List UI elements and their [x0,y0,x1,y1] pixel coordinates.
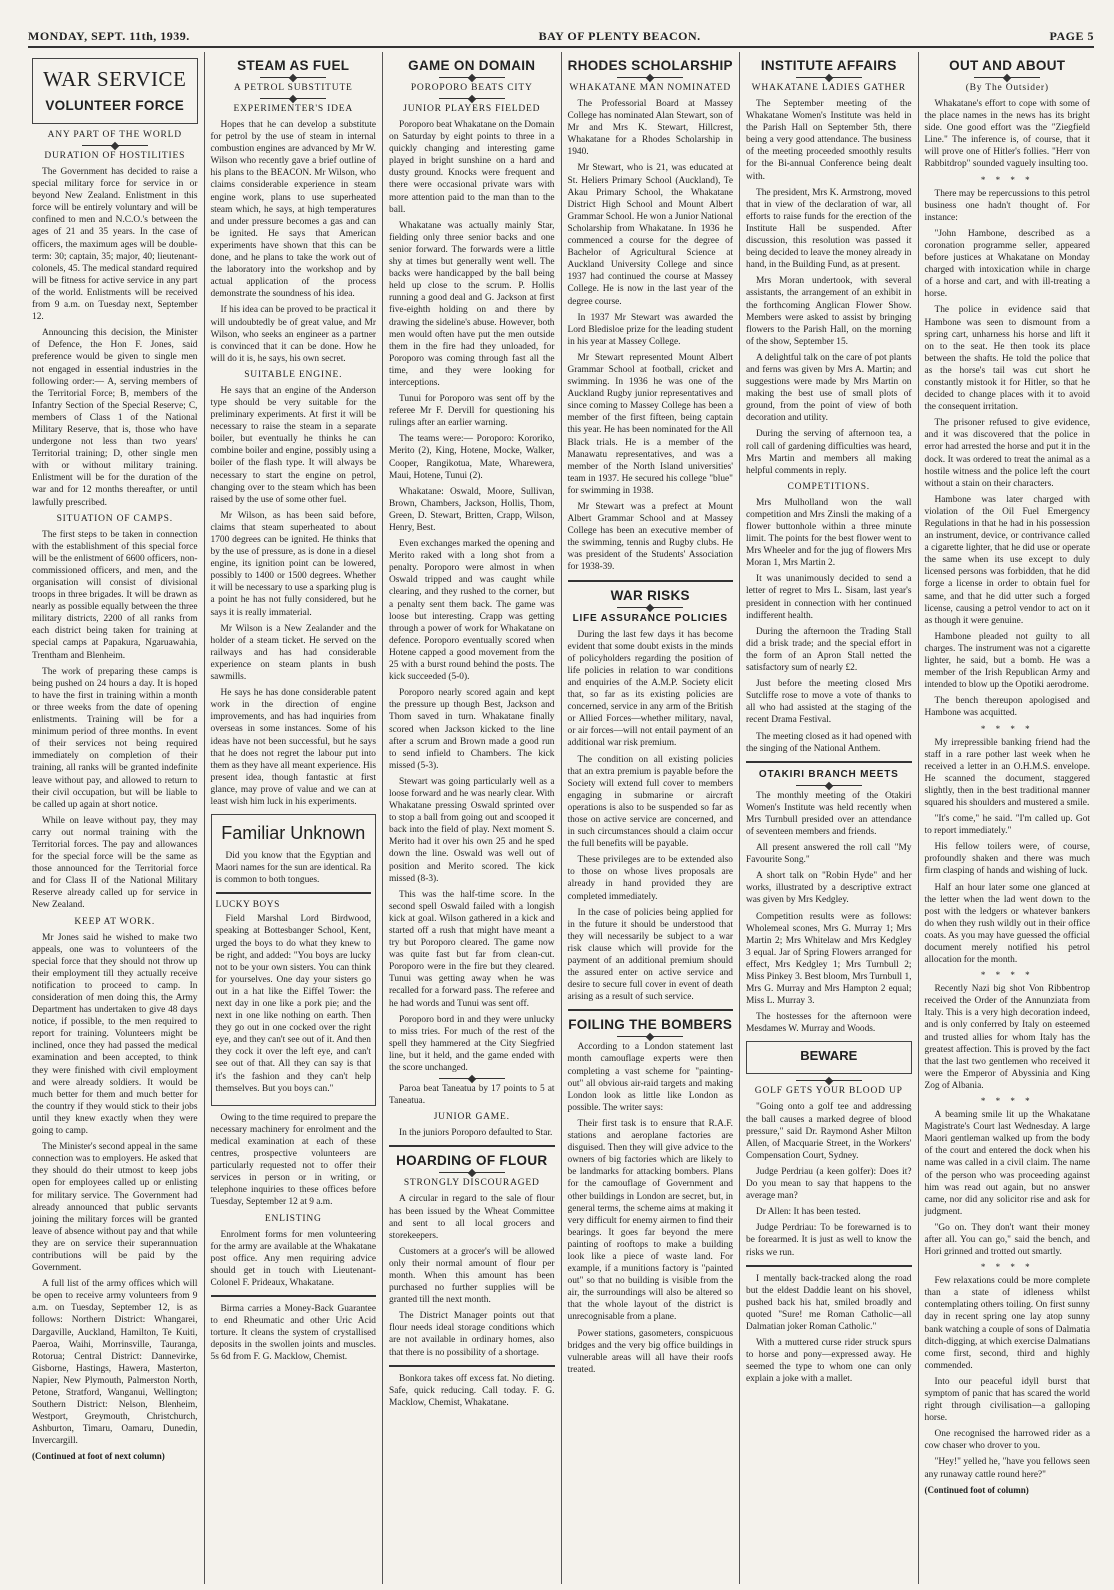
paragraph: Competition results were as follows: Wholemeal scones, Mrs G. Murray 1; Mrs Martin 2; Mrs Whitelaw and Mrs Kedgley 3 equal. Jar of Spring Flowers arranged for effect, Mrs Kedgley 1; Mrs Turnbull 2; Miss Pinkey 3. Best bloom, Mrs Turnbull 1, Mrs G. Murray and Mrs Hampton 2 equal; Miss L. Murray 3. [746,911,912,1007]
paragraph: In the case of policies being applied for in the future it should be understood that they will necessarily be subject to a war risk clause which will provide for the payment of an additional premium should the assured enter on active service and desire to secure full cover in event of death arising as a result of such service. [567,907,733,1003]
paragraph: The Professorial Board at Massey College has nominated Alan Stewart, son of Mr and Mrs K. Stewart, Hillcrest, Whakatane for a Rhodes Scholarship in 1940. [567,99,733,158]
paragraph: During the serving of afternoon tea, a roll call of gardening difficulties was heard, Mrs Martin and members all making helpful comments in reply. [746,429,912,476]
deck-any-part: ANY PART OF THE WORLD [47,130,182,140]
paragraph: It was unanimously decided to send a letter of regret to Mrs L. Sisam, last year's president in connection with her continued indifferent health. [746,574,912,621]
paragraph: In 1937 Mr Stewart was awarded the Lord Bledisloe prize for the leading student in his year at Massey College. [567,312,733,347]
divider [568,580,734,582]
paragraph: A circular in regard to the sale of flour has been issued by the Wheat Committee and sent to all local grocers and storekeepers. [389,1194,555,1241]
headline-beware: BEWARE [800,1048,858,1064]
columns [26,52,1096,1584]
paragraph: The Government has decided to raise a special military force for service in or beyond New Zealand. Enlistment in this force will be entirely voluntary and will be confined to men and N.C.O.'s between the ages of 21 and 35 years. In the case of officers, the maximum ages will be double-term: 30; captain, 35; major, 40; lieutenant-colonels, 45. The medical standard required will be fitness for active service in any part of the world. Enlistments will be received from 9 a.m. on Tuesday next, September 12. [32,167,198,323]
paragraph: Customers at a grocer's will be allowed only their normal amount of flour per month. When this amount has been purchased no further supplies will be granted till the next month. [389,1246,555,1306]
paragraph: Mr Wilson, as has been said before, claims that steam superheated to about 1700 degrees can be ignited. He thinks that by the use of pressure, as is done in a diesel engine, its ignition point can be lowered, possibly to 1400 or 1500 degrees. Whether it will be necessary to use a sparking plug is a point he has not fully considered, but he says it is really immaterial. [210,510,376,618]
deck: GOLF GETS YOUR BLOOD UP [754,1086,903,1097]
advertisement: Bonkora takes off excess fat. No dieting. Safe, quick reducing. Call today. F. G. Macklow, Chemist, Whakatane. [389,1373,555,1408]
paragraph: Hambone pleaded not guilty to all charges. The instrument was not a cigarette lighter, he said, but a bomb. He was a member of the Irish Republican Army and intended to blow up the Opotiki aerodrome. [924,631,1090,691]
divider [617,77,683,78]
paragraph: Whakatane: Oswald, Moore, Sullivan, Brown, Chambers, Jackson, Hollis, Thom, Green, D. Stewart, Britten, Crapp, Wilson, Henry, Best. [389,486,555,533]
paragraph: Enrolment forms for men volunteering for the army are available at the Whakatane post office. Any men requiring advice should get in touch with Lieutenant-Colonel F. Prideaux, Whakatane. [210,1229,376,1288]
divider [439,98,505,99]
paragraph: The work of preparing these camps is being pushed on 24 hours a day. It is hoped to have the first in training within a month or three weeks from the date of opening enlistments. Training will be for a minimum period of three months. In event of their services not being required immediately on completion of their training, all ranks will be granted indefinite leave without pay, and allowed to return to their civil occupation, but will be liable to be called up again at short notice. [32,666,198,810]
paragraph: According to a London statement last month camouflage experts were then completing a vast scheme for "painting-out" all obvious air-raid targets and making London look as little like London as possible. The writer says: [567,1042,733,1113]
headline-otakiri-branch: OTAKIRI BRANCH MEETS [758,768,899,780]
headline-familiar-unknown: Familiar Unknown [221,823,366,844]
paragraph: Mr Stewart, who is 21, was educated at St. Heliers Primary School (Auckland), Te Akau Primary School, the Whakatane District High School and Mount Albert Grammar School. He won a Junior National Scholarship from Whakatane. In 1936 he commenced a course for the degree of Bachelor of Agricultural Science at Auckland University College and since 1937 had continued the course at Massey College. He is now in the last year of the degree course. [567,163,733,307]
paragraph: Poroporo nearly scored again and kept the pressure up though Best, Jackson and Thom saved in turn. Whakatane finally scored when Jackson kicked to the line after a scrum and Brown made a good run to send infield to Chambers. The kick missed (5-3). [389,688,555,771]
column-rhodes-scholarship [562,52,741,1584]
divider [746,761,912,763]
paragraph: The bench thereupon apologised and Hambone was acquitted. [924,696,1090,719]
paragraph: The District Manager points out that flour needs ideal storage conditions which are not available in ordinary homes, also that there is no possibility of a shortage. [389,1311,555,1358]
divider [796,1080,862,1081]
headline-rhodes-scholarship: RHODES SCHOLARSHIP [567,58,733,73]
paragraph: While on leave without pay, they may carry out normal training with the Territorial forces. The pay and allowances for the special force will be the same as those announced for the Territorial force and for Class II of the National Military Reserve already called up for service in New Zealand. [32,815,198,911]
paragraph: "Hey!" yelled he, "have you fellows seen any runaway cattle round here?" [924,1457,1090,1480]
headline-hoarding-of-flour: HOARDING OF FLOUR [396,1153,548,1169]
separator-stars: * * * * [980,970,1034,981]
column-game-on-domain [383,52,562,1584]
paragraph: I mentally back-tracked along the road but the eldest Daddie leant on his shovel, pushed back his hat, smiled broadly and quoted "Sure! me Roman Catholic—all Dalmatian joker Roman Catholic." [746,1273,912,1332]
divider [974,77,1040,78]
section-heading: SITUATION OF CAMPS. [56,513,173,524]
paragraph: Poroporo beat Whakatane on the Domain on Saturday by eight points to three in a quickly changing and interesting game played in bright sunshine on a hard and dusty ground. Knocks were frequent and there were occasional private wars with more attention paid to the man than to the ball. [389,120,555,215]
paragraph: Paroa beat Taneatua by 17 points to 5 at Taneatua. [389,1084,555,1107]
divider [617,1036,683,1037]
paragraph: Stewart was going particularly well as a loose forward and he was nearly clear. With Whakatane pressing Oswald sprinted over to stop a ball from going out and scooped it back into the field of play. Next moment S. Merito had it over his own 25 and he sped down the line. Oswald was well out of position and Merito scored. The kick missed (8-3). [389,776,555,884]
section-heading: LUCKY BOYS [215,900,280,911]
paragraph: Recently Nazi big shot Von Ribbentrop received the Order of the Annunziata from Italy. This is a very high decoration indeed, and is only conferred by Italy on esteemed and trusted allies for whom Italy has the greatest affection. This is proved by the fact that the last two gentlemen who received it were the Emperor of Abyssinia and King Zog of Albania. [924,984,1090,1091]
paragraph: During the afternoon the Trading Stall did a brisk trade; and the special effort in the form of an Apron Stall netted the satisfactory sum of nearly £2. [746,626,912,674]
divider [617,607,683,608]
headline-out-and-about: OUT AND ABOUT [949,58,1066,73]
byline: (By The Outsider) [965,83,1049,93]
page-number: PAGE 5 [1049,29,1094,43]
paragraph: A beaming smile lit up the Whakatane Magistrate's Court last Wednesday. A large Maori gentleman walked up from the body of the court and entered the dock when his name was called in a civil claim. The name of the person who was proceeding against him was read out again, but no answer came, nor did any solicitor rise and ask for judgment. [924,1110,1090,1217]
paper-name: BAY OF PLENTY BEACON. [538,29,701,43]
paragraph: Mr Stewart represented Mount Albert Grammar School at football, cricket and swimming. In 1936 he was one of the Auckland Rugby junior representatives and since coming to Massey College has been a member of the first fifteen, being captain this year. He has been nominated for the All Black trials. He is a member of the Manawatu representatives, and was a member of the North Island universities' team in 1937. He secured his college "blue" for swimming in 1938. [567,352,733,496]
paragraph: During the last few days it has become evident that some doubt exists in the minds of policyholders regarding the position of life policies in relation to war conditions and enquiries of the A.M.P. Society elicit that, so far as its existing policies are concerned, service in any arm of the British or Allied Forces—whether military, naval, or air forces—will not entail payment of an additional war risk premium. [567,629,733,749]
divider [796,77,862,78]
deck: WHAKATANE LADIES GATHER [751,83,906,93]
headline-game-on-domain: GAME ON DOMAIN [408,58,536,73]
divider [260,98,326,99]
paragraph: Mr Stewart was a prefect at Mount Albert Grammar School and at Massey College has been an executive member of the swimming, tennis and Rugby clubs. He was president of the Students' Association for 1938-39. [567,502,733,573]
paragraph: Even exchanges marked the opening and Merito raked with a long shot from a penalty. Poroporo were almost in when Oswald tripped and was caught while clearing, and they rushed to the corner, but a penalty sent them back. The game was loose but interesting. Crapp was getting through a power of work for Whakatane on defence. Poroporo eventually scored when Hotene capped a good movement from the 25 with a burst round behind the posts. The kick succeeded (5-0). [389,539,555,683]
deck: A PETROL SUBSTITUTE [233,83,353,93]
paragraph: He says that an engine of the Anderson type should be very suitable for the preliminary experiments. At first it will be necessary to raise the steam in a separate boiler, but eventually he thinks he can combine boiler and engine, possibly using a boiler of the flash type. It will always be necessary to start the engine on petrol, changing over to the steam which has been raised by the use of some other fuel. [210,385,376,505]
headline-steam-as-fuel: STEAM AS FUEL [237,58,350,73]
war-service-header-box [32,58,198,124]
paragraph: Tunui for Poroporo was sent off by the referee Mr F. Dervill for questioning his rulings after an earlier warning. [389,394,555,429]
paragraph: Announcing this decision, the Minister of Defence, the Hon F. Jones, said preference would be given to single men not engaged in essential industries in the following order:— A, serving members of the Territorial Force; B, members of the Infantry Section of the Special Reserve; C, members of Class 1 of the National Military Reserve, that is, those who have undergone not less than two years' Territorial training; D, other single men with or without military training. Enlistment will be for the duration of the war and for 12 months thereafter, or until lawfully prescribed. [32,328,198,508]
paragraph: Hopes that he can develop a substitute for petrol by the use of steam in internal combustion engines are advanced by Mr W. Wilson who recently gave a brief outline of his plans to the BEACON. Mr Wilson, who claims considerable experience in steam engine work, plans to use superheated steam which, he says, at high temperatures and under pressure becomes a gas and can be ignited. He says that American experiments have shown that this can be done, and he plans to take the work out of the laboratory into the workshop and by actual application of the process demonstrate the soundness of his idea. [210,120,376,300]
paragraph: Poroporo bord in and they were unlucky to miss tries. For much of the rest of the spell they hammered at the City Siegfried line, but it held, and the game ended with the score unchanged. [389,1014,555,1074]
section-heading: ENLISTING [264,1213,322,1224]
headline-war-service: WAR SERVICE [43,67,187,91]
paragraph: All present answered the roll call "My Favourite Song." [746,843,912,866]
paragraph: Few relaxations could be more complete than a state of idleness whilst contemplating others toiling. On first sunny day in recent spring one lay atop sunny bank watching a couple of sons of Dalmatia ditch-digging, at which exercise Dalmatians come first, second, third and highly commended. [924,1276,1090,1371]
paragraph: Hambone was later charged with violation of the Oil Fuel Emergency Regulations in that he had in his possession an instrument, device, or contrivance called a cigarette lighter, that he did use or operate the same when its use except to duly licensed persons was forbidden, that he did forge a license in order to obtain fuel for same, and that he did utter such a forged license, causing a petrol vendor to act on it as though it were genuine. [924,494,1090,626]
separator-stars: * * * * [980,1096,1034,1107]
deck-duration: DURATION OF HOSTILITIES [44,151,186,161]
masthead [28,28,1094,48]
familiar-unknown-box [211,814,377,1106]
paragraph: "Going onto a golf tee and addressing the ball causes a marked degree of blood pressure," said Dr. Raymond Asher Milton Allen, of Macquarie Street, in the Workers' Compensation Court, Sydney. [746,1102,912,1161]
paragraph: Field Marshal Lord Birdwood, speaking at Bottesbanger School, Kent, urged the boys to do what they knew to be right, and added: "You boys are lucky not to be your own sisters. You can think for yourselves. One day your sisters go out in a hat like the Eiffel Tower: the next day in one like a pork pie; and the next in one like nothing on earth. Then they go out in one cocked over the right eye, and they can't see out of it. And then they cock it over the left eye, and can't see out of that. All they can say is that it's the fashion and they can't help themselves. But you boys can." [215,914,371,1094]
divider [260,77,326,78]
divider [439,77,505,78]
paragraph: "It's come," he said. "I'm called up. Got to report immediately." [924,814,1090,837]
paragraph: Power stations, gasometers, conspicuous bridges and the very big office buildings in vulnerable areas will all have their roofs treated. [567,1328,733,1375]
divider [82,145,148,146]
paragraph: Mrs Moran undertook, with several assistants, the arrangement of an exhibit in the forthcoming Anglican Flower Show. Members were asked to assist by bringing flowers to the Parish Hall, on the morning of the show, September 15. [746,276,912,347]
paragraph: There may be repercussions to this petrol business one hadn't thought of. For instance: [924,188,1090,223]
deck: LIFE ASSURANCE POLICIES [572,612,728,624]
separator-stars: * * * * [980,723,1034,734]
deck: EXPERIMENTER'S IDEA [233,104,354,114]
paragraph: A short talk on "Robin Hyde" and her works, illustrated by a descriptive extract was given by Mrs Kedgley. [746,871,912,906]
section-heading: JUNIOR GAME. [433,1112,510,1123]
deck: POROPORO BEATS CITY [410,83,533,93]
paragraph: Did you know that the Egyptian and Maori names for the sun are identical. Ra is common to both tongues. [215,851,371,886]
paragraph: One recognised the harrowed rider as a cow chaser who drover to you. [924,1429,1090,1452]
divider [211,1295,377,1297]
divider [389,1365,555,1367]
paragraph: My irrepressible banking friend had the staff in a rare pother last week when he received a letter in an O.H.M.S. envelope. He scanned the document, staggered slightly, then in the best traditional manner squared his shoulders and mustered a smile. [924,737,1090,808]
paragraph: Dr Allen: It has been tested. [756,1207,861,1218]
paragraph: With a muttered curse rider struck spurs to horse and pony—expressed away. He seemed the type to whom one can only explain a joke with a mallet. [746,1338,912,1385]
paragraph: The first steps to be taken in connection with the establishment of this special force will be the enlistment of 6600 officers, non-commissioned officers, and men, and the organisation will consist of divisional troops in three brigades. It will be drawn as nearly as possible equally between the three military districts, 2200 of all ranks from each district being taken for training at special camps at Papakura, Ngaruawahia, Trentham and Blenheim. [32,529,198,661]
continued-note: (Continued at foot of next column) [32,1451,165,1462]
column-out-and-about [919,52,1097,1584]
paragraph: In the juniors Poroporo defaulted to Star. [399,1128,553,1139]
section-heading: KEEP AT WORK. [74,916,156,927]
paragraph: Whakatane's effort to cope with some of the place names in the news has its bright side. One good effort was the "Ziegfield Line." The inference is, of course, that it will prove one of Hitler's follies. "Herr von Rabbitdrop" sounded vaguely insulting too. [924,99,1090,170]
paragraph: A delightful talk on the care of pot plants and ferns was given by Mrs A. Martin; and suggestions were made by Mrs Martin on making the best use of small plots of ground, from the point of view of both decoration and utility. [746,352,912,424]
paragraph: The teams were:— Poroporo: Kororiko, Merito (2), King, Hotene, Mocke, Walker, Cooper, Rangikotua, Mate, Wharewera, Maui, Hotene, Tunui (2). [389,434,555,481]
section-heading: COMPETITIONS. [787,481,870,492]
paragraph: Judge Perdriau (a keen golfer): Does it? Do you mean to say that happens to the average man? [746,1166,912,1202]
deck: STRONGLY DISCOURAGED [403,1178,540,1189]
paragraph: The September meeting of the Whakatane Women's Institute was held in the Parish Hall on September 5th, there being a very good attendance. The business of the meeting proceeded smoothly results for the Bi-annual Conference being dealt with. [746,99,912,182]
advertisement: Birma carries a Money-Back Guarantee to end Rheumatic and other Uric Acid torture. It cleans the system of crystallised deposits in the swollen joints and muscles. 5s 6d from F. G. Macklow, Chemist. [210,1303,376,1363]
paragraph: Mrs Mulholland won the wall competition and Mrs Zinsli the making of a flower buttonhole within a three minute limit. The points for the best flower went to Mrs Wheeler and for the jug of flowers Mrs Moran 1, Mrs Martin 2. [746,497,912,569]
paragraph: Their first task is to ensure that R.A.F. stations and aeroplane factories are disguised. Then they will give advice to the owners of big factories which are likely to be landmarks for attacking bombers. Plans for the camouflage of Government and other buildings in London are secret, but, in general terms, the scheme aims at making it very difficult for enemy airmen to find their bearings. It goes far beyond the mere painting of rooftops to make a building look like a piece of waste land. For example, if a munitions factory is "painted out" so that no building is visible from the air, the surroundings will also be altered so that the whole layout of the district is unrecognisable from a plane. [567,1118,733,1323]
column-war-service [26,52,205,1584]
column-steam-as-fuel [205,52,384,1584]
paragraph: Into our peaceful idyll burst that symptom of panic that has scared the world right through civilisation—a galloping horse. [924,1376,1090,1424]
deck: JUNIOR PLAYERS FIELDED [403,104,541,114]
headline-war-risks: WAR RISKS [610,587,690,603]
divider [796,785,862,786]
paragraph: These privileges are to be extended also to those on whose lives proposals are already in hand provided they are completed immediately. [567,855,733,902]
divider [389,1145,555,1147]
separator-stars: * * * * [980,174,1034,185]
issue-date: MONDAY, SEPT. 11th, 1939. [28,29,190,43]
deck: WHAKATANE MAN NOMINATED [569,83,732,93]
paragraph: Mr Jones said he wished to make two appeals, one was to volunteers of the special force that they should not throw up their employment till they actually receive notification to proceed to camp. In consideration of men doing this, the Army Department has undertaken to give 48 days notice, if possible, to the men required to report for training. Volunteers might be inclined, once they had passed the medical examination and been accepted, to think they were finished with civil employment and were already soldiers. It would be much better for them and much better for the country if they would stick to their jobs until they knew exactly when they were going to camp. [32,932,198,1137]
separator-stars: * * * * [980,1262,1034,1273]
paragraph: The president, Mrs K. Armstrong, moved that in view of the declaration of war, all efforts to raise funds for the erection of the Institute Hall be suspended. After discussion, this resolution was passed it being decided to leave the money already in hand, in the Building Fund, as at present. [746,187,912,271]
paragraph: This was the half-time score. In the second spell Oswald failed with a longish kick at goal. Wilson gathered in a kick and started off a rush that might have meant a try but Poroporo cleared. The game now was quite fast but far from clean-cut. Poroporo were in the fire but they cleared. Tunui was getting away when he was recalled for a forward pass. The referee and he had words and Tunui was sent off. [389,889,555,1009]
paragraph: The Minister's second appeal in the same connection was to employers. He asked that they should do their utmost to keep jobs open for employees called up or enlisting for military service. The Government had already announced that public servants joining the military forces will be granted leave of absence without pay and that while they are on service their superannuation contributions will be paid by the Government. [32,1142,198,1274]
paragraph: The meeting closed as it had opened with the singing of the National Anthem. [746,731,912,754]
paragraph: A full list of the army offices which will be open to receive army volunteers from 9 a.m. on Tuesday, September 12, is as follows: Northern District: Whangarei, Dargaville, Auckland, Hamilton, Te Kuiti, Paeroa, Waihi, Morrinsville, Tauranga, Rotorua; Central District: Dannevirke, Gisborne, Hastings, Hawera, Masterton, Napier, New Plymouth, Palmerston North, Petone, Stratford, Wanganui, Wellington; Southern District: Nelson, Blenheim, Westport, Greymouth, Christchurch, Ashburton, Timaru, Oamaru, Dunedin, Invercargill. [32,1279,198,1447]
headline-institute-affairs: INSTITUTE AFFAIRS [760,58,897,73]
paragraph: The prisoner refused to give evidence, and it was discovered that the police in error had arrested the horse and put it in the dock. It was ordered to treat the animal as a hostile witness and the police left the court without a stain on their characters. [924,418,1090,489]
section-heading: SUITABLE ENGINE. [244,369,343,380]
headline-foiling-the-bombers: FOILING THE BOMBERS [568,1017,733,1033]
paragraph: The hostesses for the afternoon were Mesdames W. Murray and Woods. [746,1012,912,1035]
paragraph: He says he has done considerable patent work in the direction of engine improvements, and has had inquiries from overseas in some instances. Some of his ideas have not been successful, but he says that he does not regret the labour put into them as they have all meant experience. His present idea, though fantastic at first glance, may prove of value and we can at least wish him luck in his experiments. [210,688,376,807]
column-institute-affairs [740,52,919,1584]
paragraph: "John Hambone, described as a coronation programme seller, appeared before justices at Whakatane on Monday charged with intoxication while in charge of a horse and cart, and with ill-treating a horse. [924,228,1090,300]
paragraph: Half an hour later some one glanced at the letter when the lad went down to the post with the ledgers or whatever bankers do when they rush wildly out in their office coats. As you may have guessed the official document merely notified his petrol allocation for the month. [924,882,1090,966]
divider [568,1009,734,1011]
paragraph: The police in evidence said that Hambone was seen to dismount from a spring cart, unharness his horse and lift it on to the seat. He then took its place between the shafts. He told the police that as the horse's tail was cut short he constantly mistook it for Hitler, so that he decided to change places with it to avoid the consequent irritation. [924,305,1090,413]
divider [439,1172,505,1173]
paragraph: Judge Perdriau: To be forewarned is to be forearmed. It is just as well to know the risks we run. [746,1223,912,1258]
paragraph: If his idea can be proved to be practical it will undoubtedly be of great value, and Mr Wilson, who seeks an engineer as a partner is convinced that it can be done. How he will do it is, he says, his own secret. [210,305,376,364]
paragraph: "Go on. They don't want their money after all. You can go," said the bench, and Hori grinned and trotted out smartly. [924,1222,1090,1258]
subheadline-volunteer-force: VOLUNTEER FORCE [45,98,185,113]
paragraph: His fellow toilers were, of course, profoundly shaken and there was much firm clasping of hands and wishing of luck. [924,842,1090,877]
divider [216,892,372,894]
divider [439,1078,505,1079]
paragraph: Whakatane was actually mainly Star, fielding only three senior backs and one senior forward. The forwards were a little shy at times but generally went well. The backs were handicapped by the ball being held up close to the scrum. P. Hollis running a good deal and G. Jackson at first five-eighth holding on and there by drawing the sideline's abuse. However, both men would often have put the men outside them in the fire had they unloaded, for Poroporo was coming through fast all the time, and they were looking for interceptions. [389,220,555,388]
beware-box [746,1041,912,1074]
paragraph: The monthly meeting of the Otakiri Women's Institute was held recently when Mrs Turnbull presided over an attendance of seventeen members and friends. [746,790,912,837]
continued-note: (Continued foot of column) [924,1484,1029,1495]
paragraph: Owing to the time required to prepare the necessary machinery for enrolment and the medical examination at each of these centres, prospective volunteers are particularly requested not to offer their services in person or in writing, or telephone inquiries to these offices before Tuesday, September 12 at 9 a.m. [210,1112,376,1208]
divider [746,1265,912,1267]
paragraph: Just before the meeting closed Mrs Sutcliffe rose to move a vote of thanks to all who had assisted at the staging of the recent Drama Festival. [746,679,912,726]
paragraph: The condition on all existing policies that an extra premium is payable before the Society will extend full cover to members engaging in submarine or aircraft operations is also to be suspended so far as those on active service are concerned, and in such circumstances should a claim occur the full benefits will be payable. [567,754,733,850]
paragraph: Mr Wilson is a New Zealander and the holder of a steam ticket. He served on the railways and has had considerable experience on steam plants in bush sawmills. [210,623,376,683]
